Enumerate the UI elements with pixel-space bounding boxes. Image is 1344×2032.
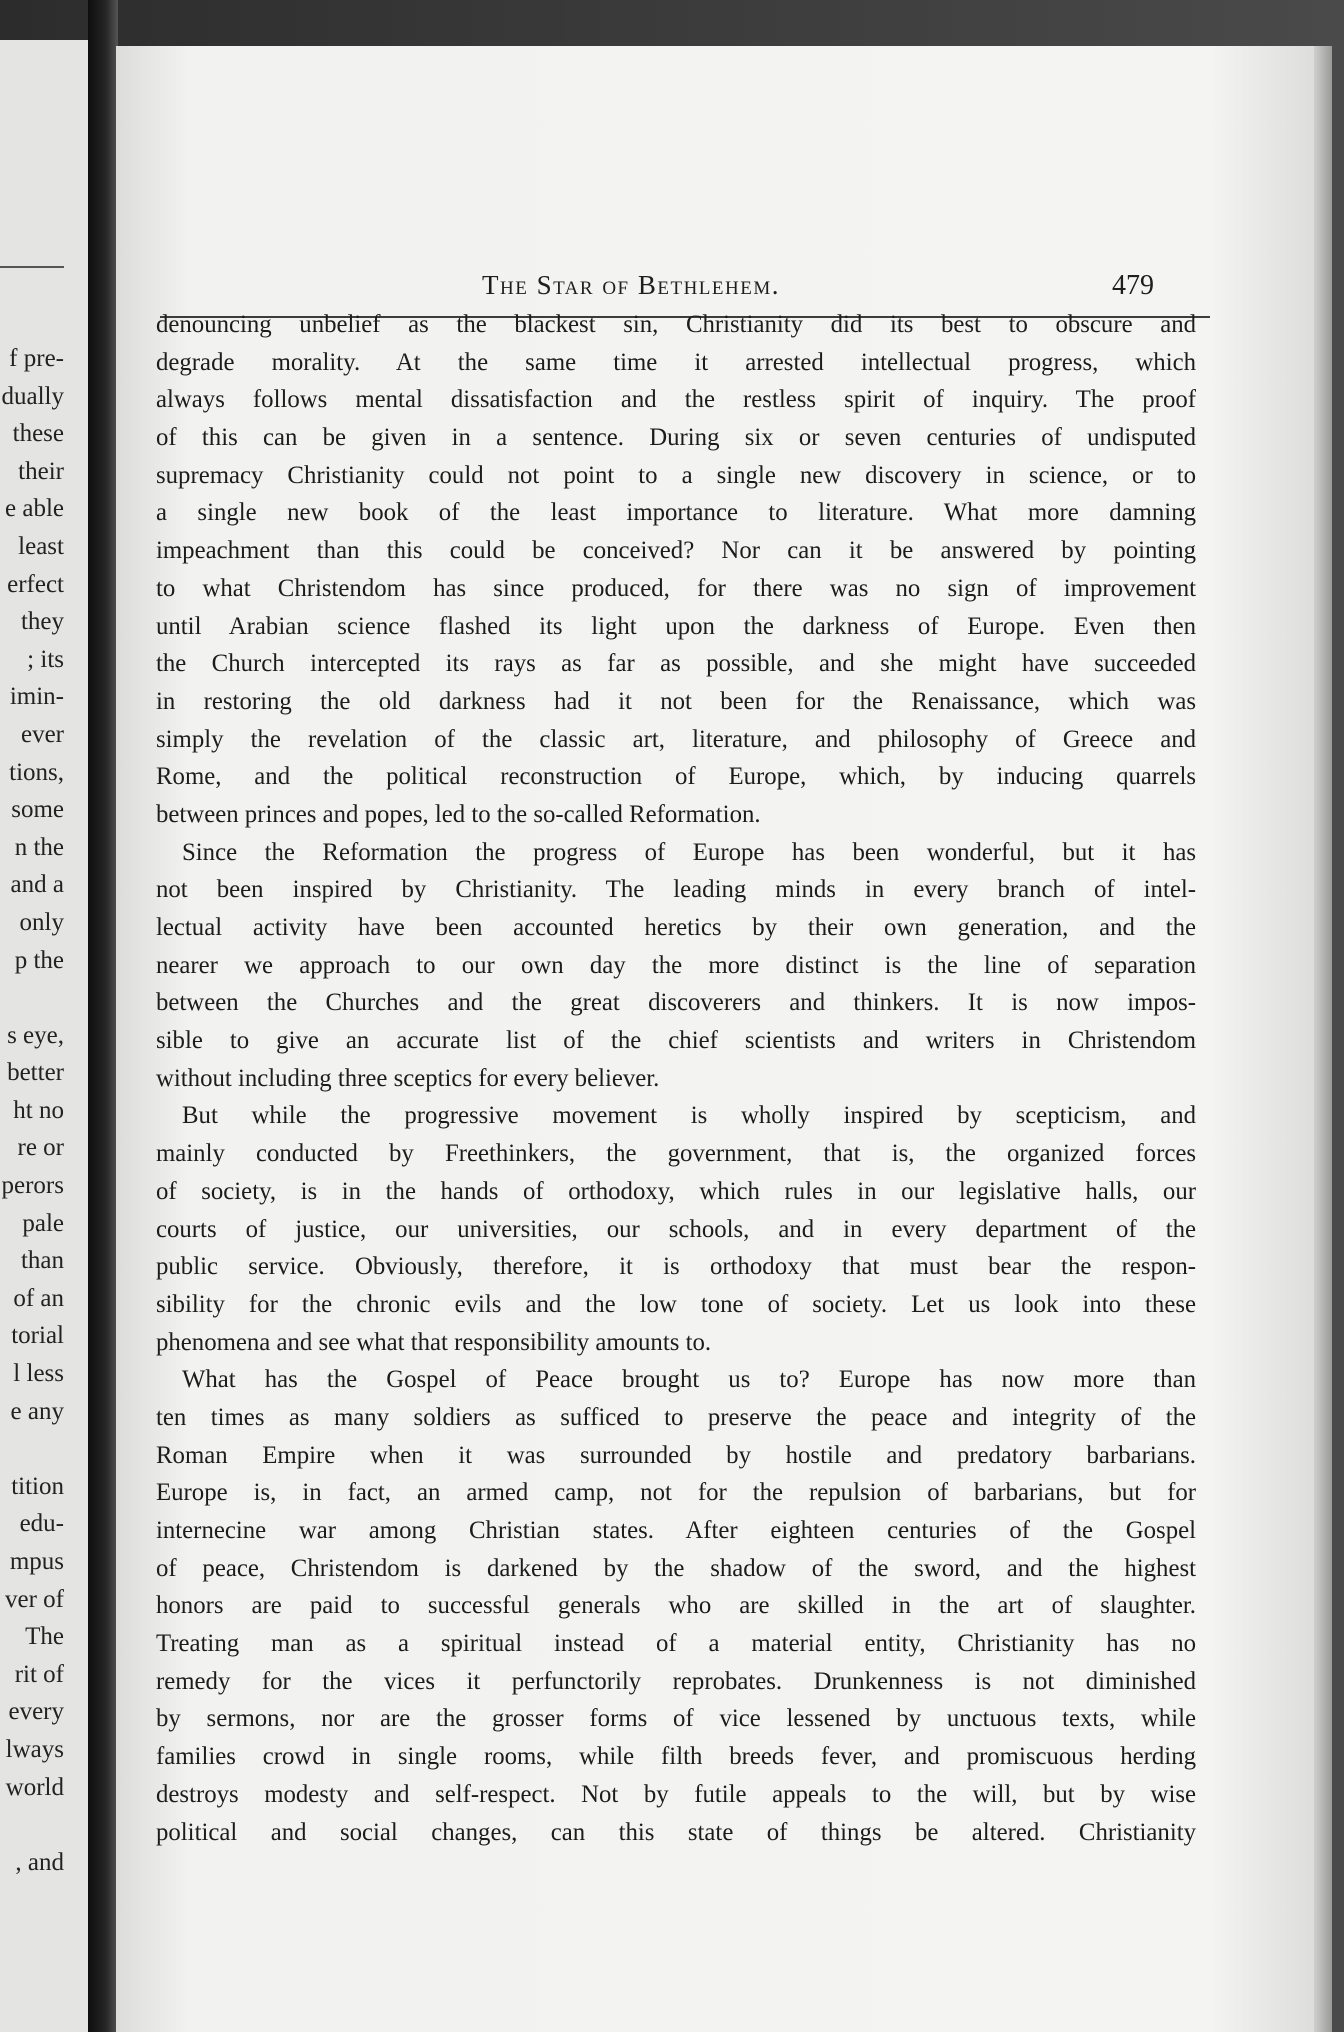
text-line: ten times as many soldiers as sufficed to preserve the peace and integrity of the [156,1403,1196,1431]
left-page-line-fragment: imin- [9,683,64,711]
left-page-line-fragment: re or [17,1134,64,1162]
left-page-line-fragment: and a [10,871,64,899]
page-number: 479 [1112,270,1154,301]
text-line: supremacy Christianity could not point to a single new discovery in science, or to [156,461,1196,489]
left-page-line-fragment: ht no [13,1096,64,1124]
left-page-line-fragment: pale [22,1209,64,1237]
left-page-line-fragment [0,1806,64,1844]
text-line: of this can be given in a sentence. During six or seven centuries of undisputed [156,424,1196,452]
text-line: of peace, Christendom is darkened by the shadow of the sword, and the highest [156,1554,1196,1582]
text-line: Since the Reformation the progress of Europe has been wonderful, but it has [182,838,1196,866]
left-page-line-fragment: f pre- [9,345,64,372]
left-page-line-fragment: rit of [14,1660,64,1688]
text-line: Treating man as a spiritual instead of a material entity, Christianity has no [156,1630,1196,1658]
left-page-line-fragment: world [5,1773,64,1801]
text-line: sible to give an accurate list of the chief scientists and writers in Christendom [156,1027,1196,1055]
left-page-line-fragment: some [11,796,64,824]
left-page-line-fragment: l less [13,1360,64,1388]
body-text [156,306,1196,1851]
text-line: political and social changes, can this state of things be altered. Christianity [156,1818,1196,1846]
text-line: the Church intercepted its rays as far as possible, and she might have succeeded [156,650,1196,678]
text-line: destroys modesty and self-respect. Not by futile appeals to the will, but by wise [156,1780,1196,1808]
facing-page-left [0,40,92,2032]
left-page-line-fragment: of an [13,1284,64,1312]
text-line: sibility for the chronic evils and the low tone of society. Let us look into these [156,1290,1196,1318]
text-line: Roman Empire when it was surrounded by hostile and predatory barbarians. [156,1441,1196,1469]
left-page-line-fragment: mpus [9,1548,64,1575]
left-page-line-fragment: tions, [9,758,64,786]
paragraph [156,1097,1196,1361]
text-line: until Arabian science flashed its light upon the darkness of Europe. Even then [156,612,1196,640]
book-gutter [88,0,118,2032]
text-line: What has the Gospel of Peace brought us to? Europe has now more than [182,1366,1196,1394]
left-page-line-fragment: ; its [27,645,64,673]
left-page-line-fragment: lways [5,1735,64,1763]
text-line: remedy for the vices it perfunctorily reprobates. Drunkenness is not diminished [156,1667,1196,1695]
text-line: always follows mental dissatisfaction and the restless spirit of inquiry. The proof [156,386,1196,414]
text-line: a single new book of the least importance to literature. What more damning [156,499,1196,527]
left-page-line-fragment: edu- [19,1510,64,1538]
text-line: lectual activity have been accounted heretics by their own generation, and the [156,914,1196,941]
text-line: honors are paid to successful generals who are skilled in the art of slaughter. [156,1592,1196,1620]
left-page-line-fragment: torial [11,1322,64,1350]
text-line: without including three sceptics for every believer. [156,1064,660,1092]
left-page-line-fragment: their [18,457,64,485]
text-line: phenomena and see what that responsibility amounts to. [156,1328,712,1356]
left-page-line-fragment: s eye, [7,1021,64,1049]
paragraph [156,1361,1196,1851]
left-page-line-fragment: these [12,420,64,448]
text-line: to what Christendom has since produced, for there was no sign of improvement [156,574,1196,602]
paragraph [156,834,1196,1098]
left-page-line-fragment: tition [11,1472,64,1500]
text-line: between the Churches and the great discoverers and thinkers. It is now impos- [156,989,1196,1017]
text-line: families crowd in single rooms, while filth breeds fever, and promiscuous herding [156,1743,1196,1771]
left-page-line-fragment: least [18,532,64,560]
left-page-line-fragment: only [19,908,64,936]
left-page-line-fragment [0,1430,64,1468]
text-line: courts of justice, our universities, our schools, and in every department of the [156,1215,1196,1243]
left-page-line-fragment: dually [1,382,64,410]
left-page-line-fragment: than [20,1247,64,1275]
page-edge-shadow [1314,46,1332,2032]
left-page-line-fragment: n the [14,833,64,861]
left-page-line-fragment: The [25,1623,64,1651]
left-page-line-fragment: erfect [7,570,64,598]
left-page-header-rule [0,266,64,268]
text-line: public service. Obviously, therefore, it is orthodoxy that must bear the respon- [156,1253,1196,1281]
text-line: internecine war among Christian states. After eighteen centuries of the Gospel [156,1517,1196,1544]
left-page-text-fragments [0,340,64,1881]
page-479 [116,46,1332,2032]
text-line: impeachment than this could be conceived? Nor can it be answered by pointing [156,537,1196,565]
text-line: between princes and popes, led to the so-called Reformation. [156,800,761,828]
left-page-line-fragment: every [8,1698,64,1726]
text-line: degrade morality. At the same time it arrested intellectual progress, which [156,348,1196,376]
running-head [116,224,1332,301]
text-line: Rome, and the political reconstruction of Europe, which, by inducing quarrels [156,763,1196,791]
left-page-line-fragment: ever [20,720,64,748]
left-page-line-fragment [0,979,64,1017]
left-page-line-fragment: better [7,1059,64,1087]
text-line: nearer we approach to our own day the more distinct is the line of separation [156,951,1196,979]
paragraph [156,306,1196,834]
left-page-line-fragment: they [20,608,64,636]
left-page-line-fragment: p the [14,946,64,974]
text-line: not been inspired by Christianity. The leading minds in every branch of intel- [156,876,1196,904]
text-line: Europe is, in fact, an armed camp, not for the repulsion of barbarians, but for [156,1479,1196,1507]
text-line: by sermons, nor are the grosser forms of vice lessened by unctuous texts, while [156,1705,1196,1733]
left-page-line-fragment: ver of [5,1585,64,1613]
left-page-line-fragment: , and [15,1848,64,1876]
left-page-line-fragment: e any [10,1397,64,1425]
text-line: simply the revelation of the classic art, literature, and philosophy of Greece and [156,725,1196,753]
text-line: of society, is in the hands of orthodoxy, which rules in our legislative halls, our [156,1177,1196,1205]
text-line: But while the progressive movement is wholly inspired by scepticism, and [182,1102,1196,1130]
left-page-line-fragment: e able [5,495,64,523]
running-head-title: The Star of Bethlehem. [482,270,780,300]
text-line: in restoring the old darkness had it not been for the Renaissance, which was [156,687,1196,715]
text-line: denouncing unbelief as the blackest sin, Christianity did its best to obscure and [156,311,1196,338]
left-page-line-fragment: perors [1,1172,64,1200]
text-line: mainly conducted by Freethinkers, the government, that is, the organized forces [156,1140,1196,1168]
